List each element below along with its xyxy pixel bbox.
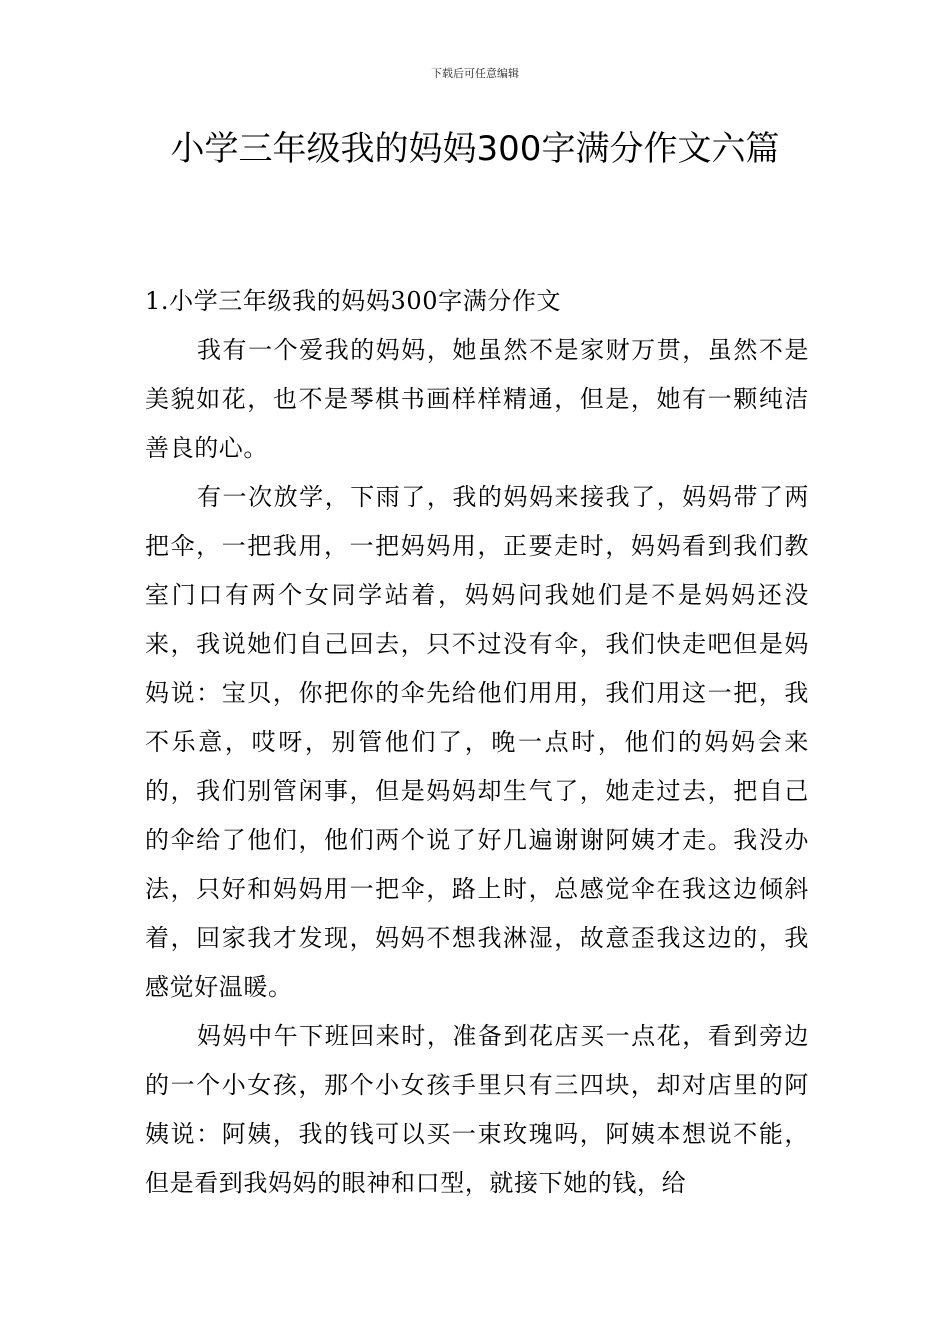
- paragraph-3: 妈妈中午下班回来时，准备到花店买一点花，看到旁边的一个小女孩，那个小女孩手里只有三四块，却对店里的阿姨说：阿姨，我的钱可以买一束玫瑰吗，阿姨本想说不能，但是看到我妈妈的眼神和口型，就接下她的钱，给: [145, 1022, 809, 1197]
- document-body: [145, 277, 809, 1208]
- document-title: 小学三年级我的妈妈300字满分作文六篇: [170, 129, 780, 169]
- download-note: 下载后可任意编辑: [431, 67, 519, 80]
- paragraph-2: 有一次放学，下雨了，我的妈妈来接我了，妈妈带了两把伞，一把我用，一把妈妈用，正要走时，妈妈看到我们教室门口有两个女同学站着，妈妈问我她们是不是妈妈还没来，我说她们自己回去，只不过没有伞，我们快走吧但是妈妈说：宝贝，你把你的伞先给他们用用，我们用这一把，我不乐意，哎呀，别管他们了，晚一点时，他们的妈妈会来的，我们别管闲事，但是妈妈却生气了，她走过去，把自己的伞给了他们，他们两个说了好几遍谢谢阿姨才走。我没办法，只好和妈妈用一把伞，路上时，总感觉伞在我这边倾斜着，回家我才发现，妈妈不想我淋湿，故意歪我这边的，我感觉好温暖。: [145, 483, 809, 1001]
- section-heading: 1.小学三年级我的妈妈300字满分作文: [145, 287, 562, 315]
- paragraph-1: 我有一个爱我的妈妈，她虽然不是家财万贯，虽然不是美貌如花，也不是琴棋书画样样精通，但是，她有一颗纯洁善良的心。: [145, 336, 809, 462]
